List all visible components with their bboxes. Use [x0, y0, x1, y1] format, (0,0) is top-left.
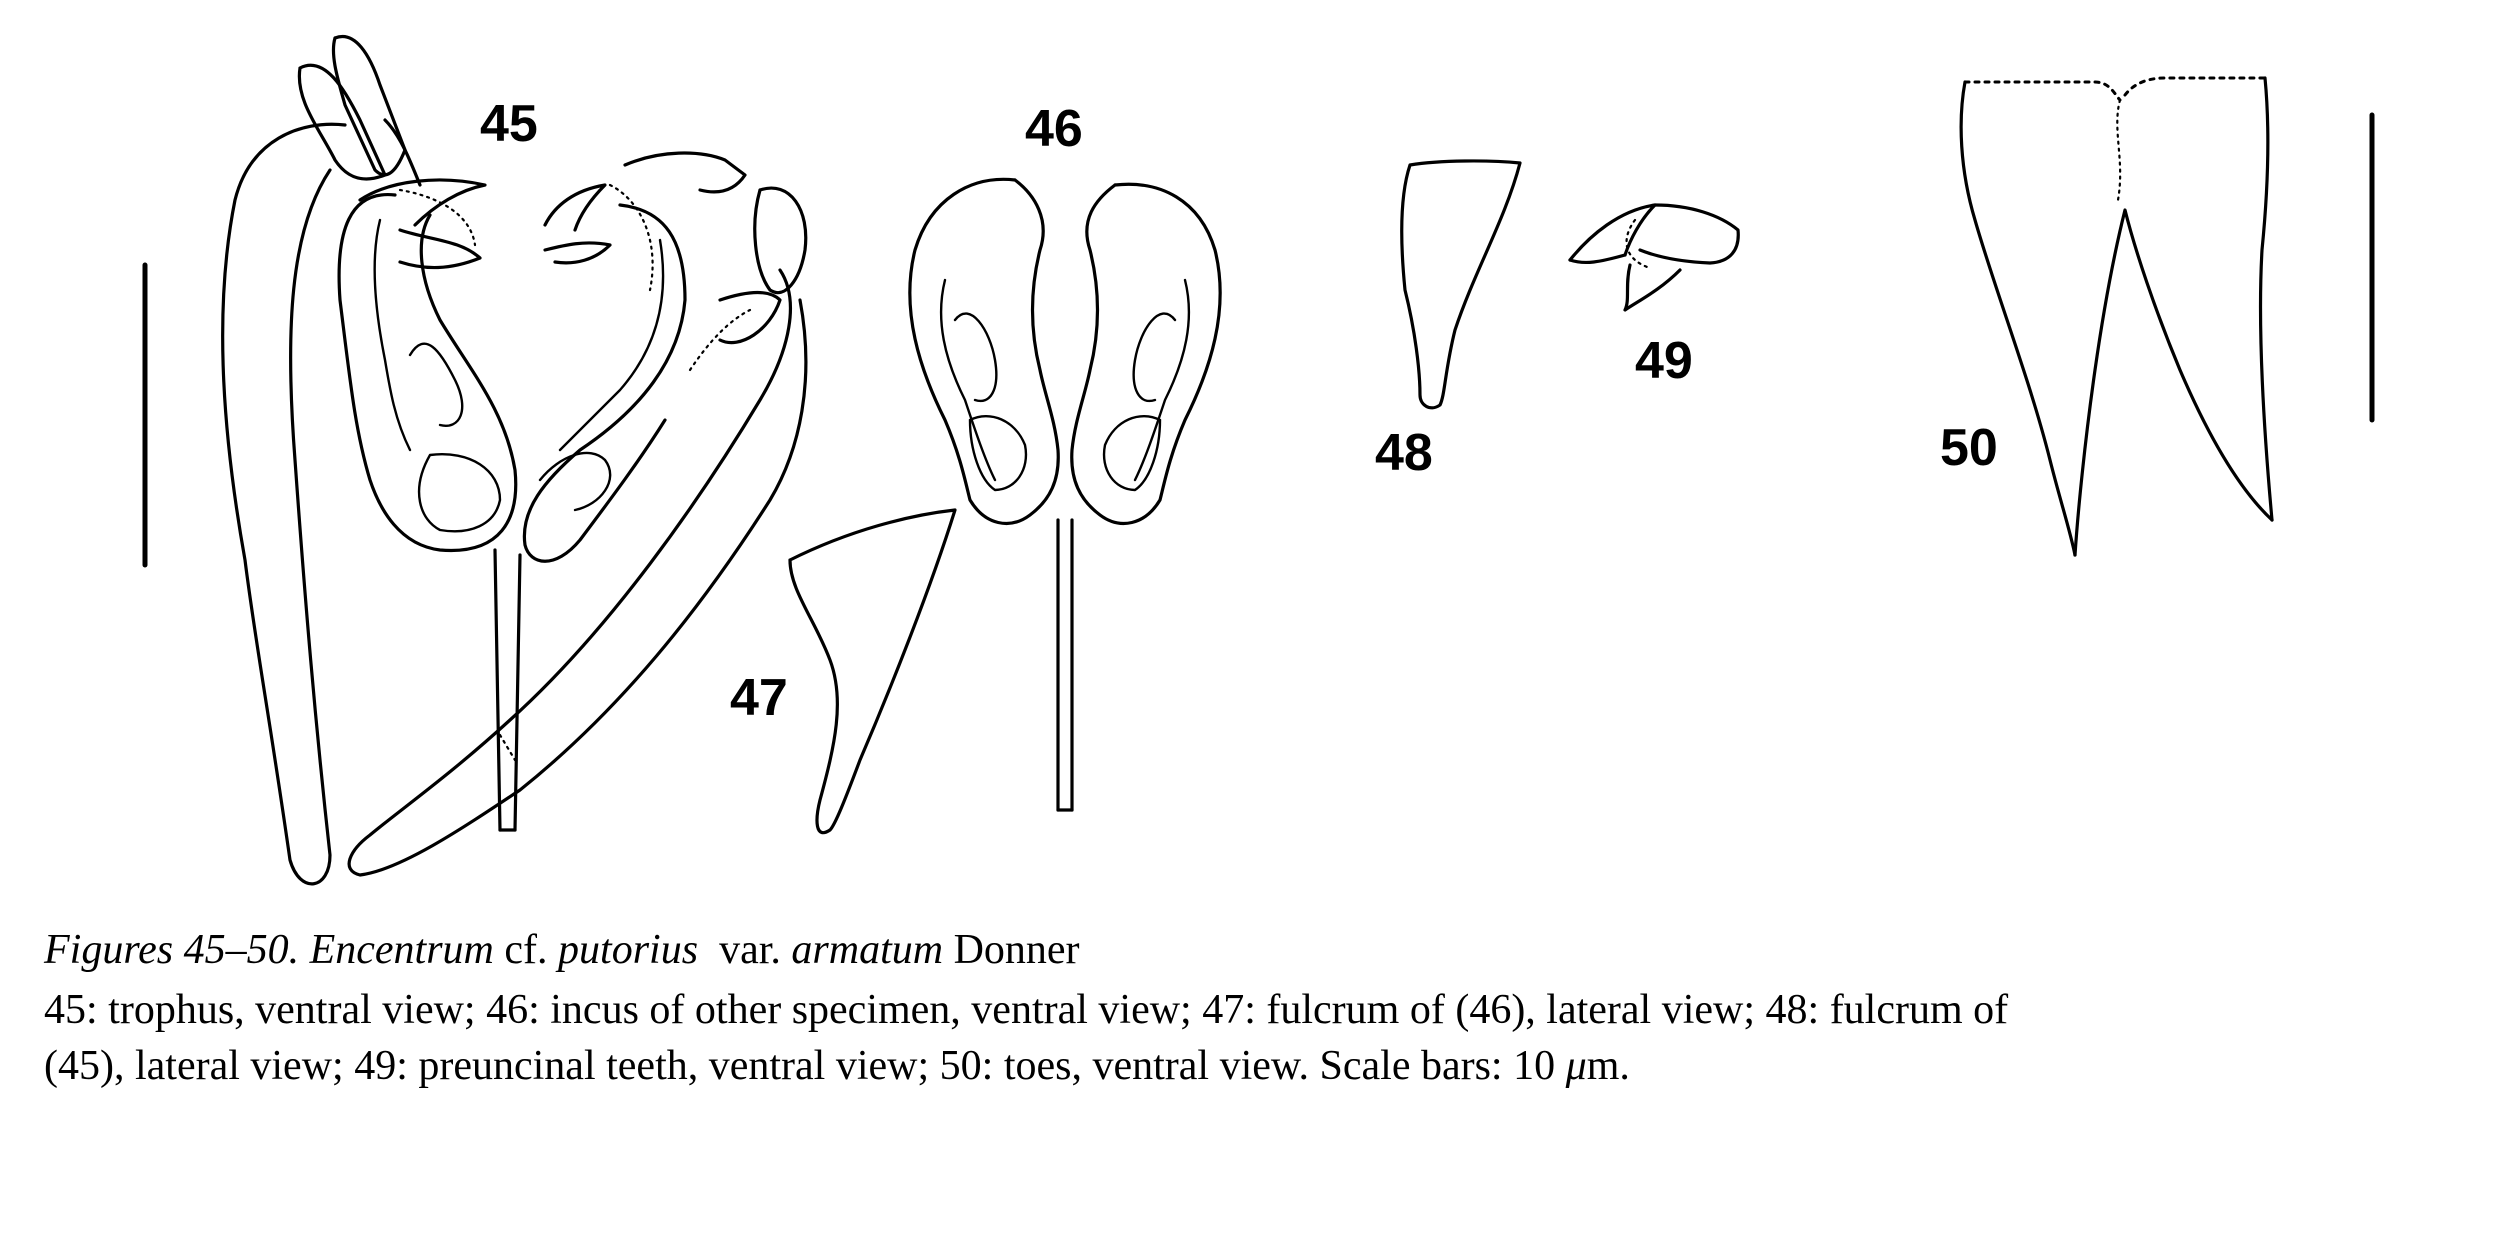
figure-50-toes-drawing [1961, 78, 2372, 555]
figure-49-preuncinal-teeth-drawing [1570, 205, 1738, 310]
figure-label-46: 46 [1025, 100, 1083, 158]
figure-45-trophus-drawing [145, 36, 806, 883]
figure-label-50: 50 [1940, 419, 1998, 477]
caption-author: Donner [953, 927, 1080, 973]
caption-line-2 [44, 1038, 2484, 1094]
caption-line-2-text: (45), lateral view; 49: preuncinal teeth, ventral view; 50: toes, ventral view. Scale bars: 10 [44, 1043, 1566, 1089]
caption-body [44, 982, 2484, 1094]
caption-line-1: 45: trophus, ventral view; 46: incus of other specimen, ventral view; 47: fulcrum of (46), lateral view; 48: fulcrum of [44, 987, 2009, 1033]
caption-title [44, 922, 1080, 978]
figure-46-incus-drawing [910, 179, 1220, 810]
figure-label-48: 48 [1375, 424, 1433, 482]
caption-var: var. [719, 927, 781, 973]
figure-label-45: 45 [480, 95, 538, 153]
caption-cf: cf. [504, 927, 548, 973]
caption-genus: Encentrum [309, 927, 494, 973]
caption-variety: armatum [791, 927, 944, 973]
figure-label-49: 49 [1635, 332, 1693, 390]
caption-figure-range: Figures 45–50. [44, 927, 300, 973]
figure-48-fulcrum-drawing [1402, 161, 1520, 408]
caption-unit-rest: m. [1586, 1043, 1630, 1089]
caption-unit-mu: μ [1565, 1043, 1587, 1089]
figure-47-fulcrum-drawing [790, 510, 955, 833]
figure-label-47: 47 [730, 669, 788, 727]
caption-species: putorius [558, 927, 699, 973]
